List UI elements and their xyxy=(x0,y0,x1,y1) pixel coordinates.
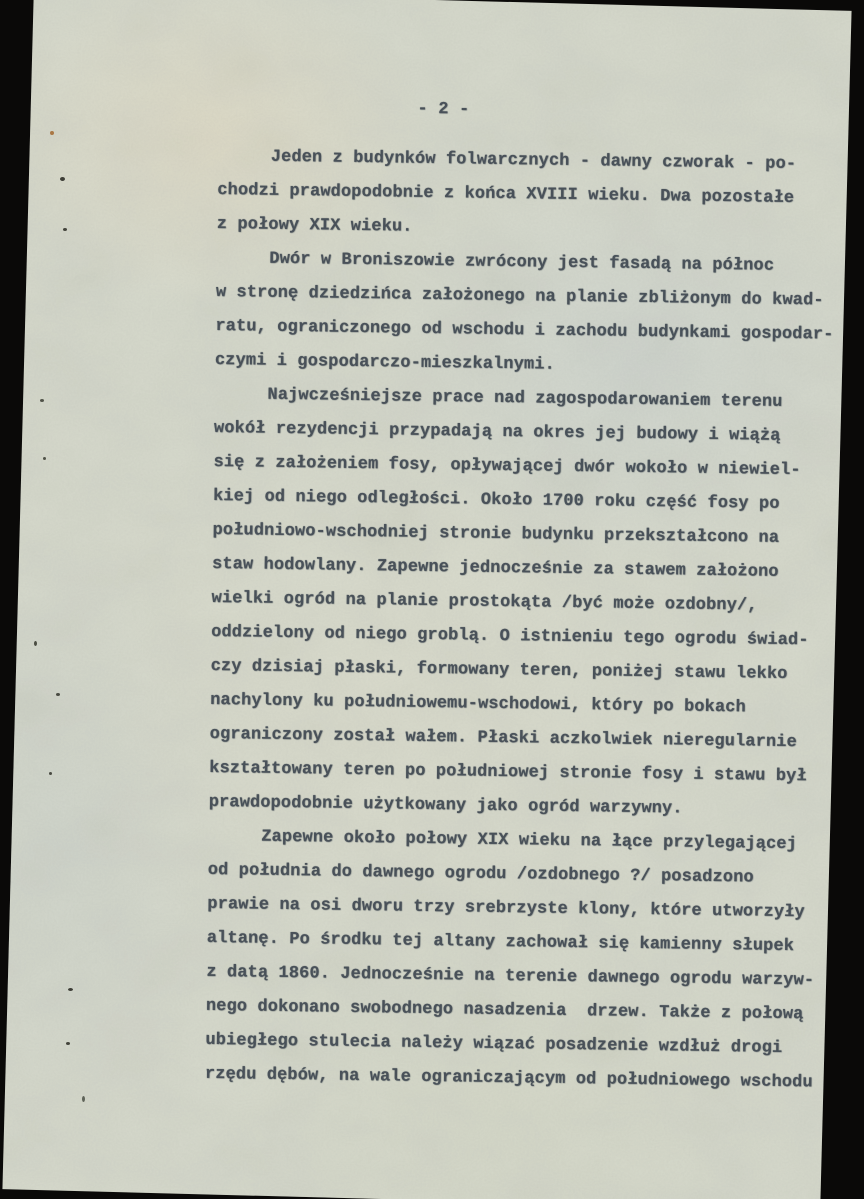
text-line: ratu, ograniczonego od wschodu i zachodu budynkami gospodar- xyxy=(215,316,834,345)
text-line: wielki ogród na planie prostokąta /być może ozdobny/, xyxy=(211,588,758,616)
text-line: z datą 1860. Jednocześnie na terenie dawnego ogrodu warzyw- xyxy=(206,962,815,991)
text-line: prawdopodobnie użytkowany jako ogród warzywny. xyxy=(208,792,683,819)
text-line: oddzielony od niego groblą. O istnieniu tego ogrodu świad- xyxy=(210,622,809,651)
text-line: ograniczony został wałem. Płaski aczkolwiek nieregularnie xyxy=(209,724,797,753)
text-line: rzędu dębów, na wale ograniczającym od południowego wschodu xyxy=(204,1064,813,1093)
text-line: Zapewne około połowy XIX wieku na łące przylegającej xyxy=(261,827,798,855)
text-line: Jeden z budynków folwarcznych - dawny czworak - po- xyxy=(270,147,797,175)
text-line: staw hodowlany. Zapewne jednocześnie za stawem założono xyxy=(211,554,779,582)
paragraph xyxy=(205,820,849,1101)
text-line: Najwcześniejsze prace nad zagospodarowaniem terenu xyxy=(267,385,783,412)
text-line: ubiegłego stulecia należy wiązać posadzenie wzdłuż drogi xyxy=(205,1030,783,1058)
text-line: Dwór w Broniszowie zwrócony jest fasadą na północ xyxy=(269,249,775,276)
text-line: w stronę dziedzińca założonego na planie zbliżonym do kwad- xyxy=(215,282,824,311)
text-line: się z założeniem fosy, opływającej dwór wokoło w niewiel- xyxy=(213,452,801,481)
document-body xyxy=(205,140,858,1101)
text-line: chodzi prawdopodobnie z końca XVIII wieku. Dwa pozostałe xyxy=(217,180,795,209)
text-line: południowo-wschodniej stronie budynku przekształcono na xyxy=(212,520,780,548)
text-line: nego dokonano swobodnego nasadzenia drzew. Także z połową xyxy=(205,996,804,1025)
text-line: prawie na osi dworu trzy srebrzyste klony, które utworzyły xyxy=(207,894,805,923)
text-line: czy dzisiaj płaski, formowany teren, poniżej stawu lekko xyxy=(210,656,788,685)
text-line: z połowy XIX wieku. xyxy=(216,214,413,237)
text-line: od południa do dawnego ogrodu /ozdobnego ?/ posadzono xyxy=(207,860,754,888)
paragraph xyxy=(217,140,858,251)
text-line: kiej od niego odległości. Około 1700 roku część fosy po xyxy=(212,486,780,514)
text-line: altanę. Po środku tej altany zachował się kamienny słupek xyxy=(206,928,795,957)
text-line: wokół rezydencji przypadają na okres jej budowy i wiążą xyxy=(213,418,781,446)
text-line: nachylony ku południowemu-wschodowi, który po bokach xyxy=(210,690,746,718)
paragraph xyxy=(209,378,855,829)
paragraph xyxy=(215,242,857,387)
page-number: - 2 - xyxy=(417,99,470,120)
text-line: czymi i gospodarczo-mieszkalnymi. xyxy=(214,350,555,375)
text-line: kształtowany teren po południowej stronie fosy i stawu był xyxy=(209,758,807,787)
